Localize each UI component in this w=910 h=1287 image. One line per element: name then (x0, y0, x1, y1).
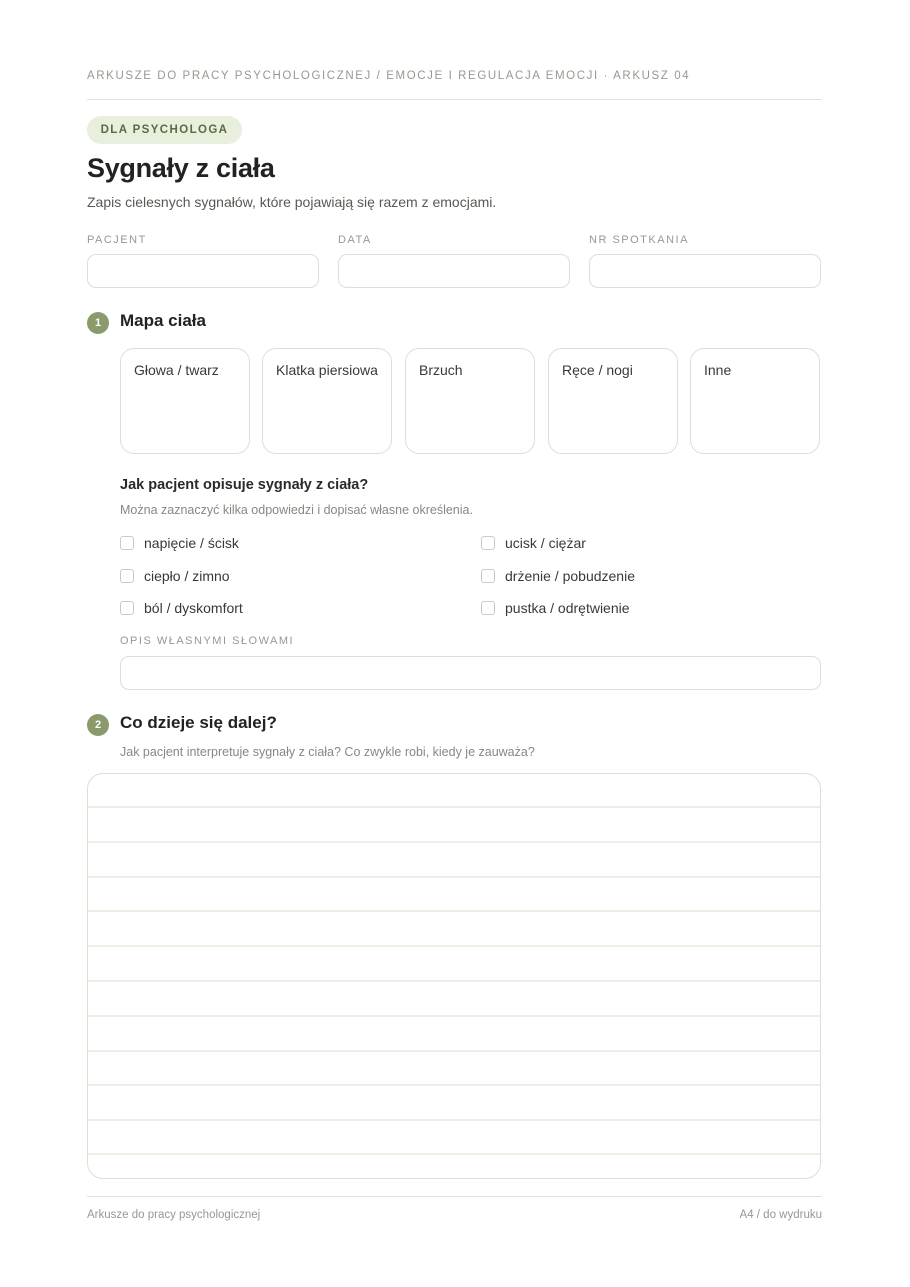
section-2-hint: Jak pacjent interpretuje sygnały z ciała? Co zwykle robi, kiedy je zauważa? (120, 745, 535, 759)
body-area-label: Inne (704, 362, 732, 378)
body-area-other[interactable] (690, 348, 820, 454)
body-area-label: Głowa / twarz (134, 362, 219, 378)
option-tension[interactable] (120, 535, 239, 551)
body-area-belly[interactable] (405, 348, 535, 454)
option-label: ciepło / zimno (144, 568, 230, 584)
session-number-label: NR SPOTKANIA (589, 234, 689, 246)
option-pain[interactable] (120, 600, 243, 616)
checkbox[interactable] (481, 536, 495, 550)
answer-lined-area[interactable] (87, 773, 821, 1179)
footer-divider (87, 1196, 822, 1197)
patient-field[interactable] (87, 254, 319, 288)
body-area-label: Klatka piersiowa (276, 362, 378, 378)
header-divider (87, 99, 822, 100)
body-area-label: Brzuch (419, 362, 463, 378)
sensation-question: Jak pacjent opisuje sygnały z ciała? (120, 477, 369, 493)
checkbox[interactable] (481, 569, 495, 583)
page-subtitle: Zapis cielesnych sygnałów, które pojawiają się razem z emocjami. (87, 194, 497, 210)
sensation-hint: Można zaznaczyć kilka odpowiedzi i dopisać własne określenia. (120, 503, 473, 517)
body-area-label: Ręce / nogi (562, 362, 633, 378)
footer-left: Arkusze do pracy psychologicznej (87, 1209, 261, 1221)
body-area-limbs[interactable] (548, 348, 678, 454)
checkbox[interactable] (120, 601, 134, 615)
page-title: Sygnały z ciała (87, 153, 275, 183)
own-words-field[interactable] (120, 656, 821, 690)
option-pressure[interactable] (481, 535, 586, 551)
option-label: drżenie / pobudzenie (505, 568, 635, 584)
option-label: pustka / odrętwienie (505, 600, 630, 616)
date-field[interactable] (338, 254, 570, 288)
option-label: ból / dyskomfort (144, 600, 243, 616)
body-area-chest[interactable] (262, 348, 392, 454)
patient-label: PACJENT (87, 234, 147, 246)
option-label: ucisk / ciężar (505, 535, 586, 551)
option-numbness[interactable] (481, 600, 630, 616)
option-label: napięcie / ścisk (144, 535, 239, 551)
breadcrumb: ARKUSZE DO PRACY PSYCHOLOGICZNEJ / EMOCJE I REGULACJA EMOCJI · ARKUSZ 04 (87, 70, 691, 82)
option-trembling[interactable] (481, 568, 635, 584)
session-number-field[interactable] (589, 254, 821, 288)
checkbox[interactable] (120, 536, 134, 550)
section-1-title: Mapa ciała (120, 311, 206, 330)
checkbox[interactable] (120, 569, 134, 583)
date-label: DATA (338, 234, 372, 246)
section-2-number: 2 (87, 714, 109, 736)
option-warm-cold[interactable] (120, 568, 230, 584)
own-words-label: OPIS WŁASNYMI SŁOWAMI (120, 635, 295, 647)
body-area-head[interactable] (120, 348, 250, 454)
checkbox[interactable] (481, 601, 495, 615)
footer-right: A4 / do wydruku (739, 1209, 822, 1221)
section-1-number: 1 (87, 312, 109, 334)
audience-badge: DLA PSYCHOLOGA (87, 116, 242, 144)
section-2-title: Co dzieje się dalej? (120, 713, 277, 732)
